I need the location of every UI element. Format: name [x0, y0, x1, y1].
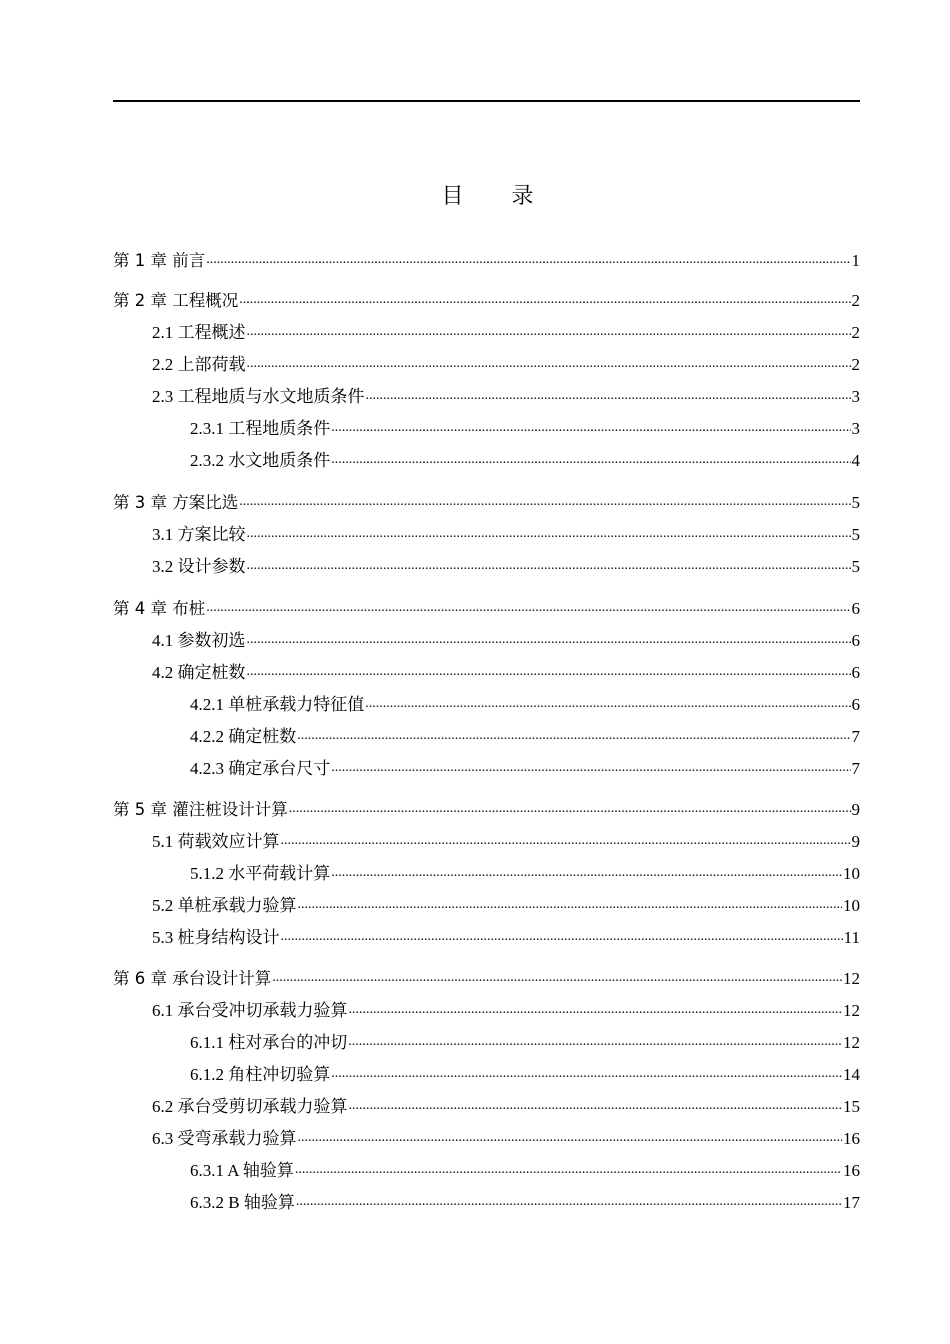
- toc-entry-page-number: 10: [843, 896, 860, 915]
- header-rule: [113, 100, 860, 102]
- toc-entry-page-number: 16: [843, 1161, 860, 1180]
- toc-entry-page-number: 12: [843, 969, 860, 988]
- toc-dot-leader: [331, 1067, 842, 1081]
- toc-entry[interactable]: [113, 320, 860, 344]
- toc-entry-label: 5.2 单桩承载力验算: [152, 896, 297, 915]
- toc-entry[interactable]: [113, 1126, 860, 1150]
- toc-dot-leader: [298, 898, 843, 912]
- toc-entry-page-number: 1: [851, 251, 860, 270]
- toc-dot-leader: [366, 389, 851, 403]
- toc-entry-label: 5.1.2 水平荷载计算: [190, 864, 331, 883]
- toc-title-char-2: 录: [511, 184, 534, 209]
- toc-dot-leader: [349, 1099, 843, 1113]
- toc-entry[interactable]: [113, 756, 860, 780]
- toc-dot-leader: [296, 1195, 842, 1209]
- toc-dot-leader: [331, 866, 842, 880]
- toc-entry-label: 6.3 受弯承载力验算: [152, 1129, 297, 1148]
- toc-entry[interactable]: [113, 660, 860, 684]
- toc-entry-page-number: 6: [851, 599, 860, 618]
- toc-dot-leader: [281, 930, 843, 944]
- toc-dot-leader: [298, 1131, 843, 1145]
- toc-entry-page-number: 12: [843, 1033, 860, 1052]
- toc-entry[interactable]: [113, 448, 860, 472]
- toc-entry[interactable]: [113, 692, 860, 716]
- toc-dot-leader: [331, 761, 850, 775]
- toc-dot-leader: [331, 421, 850, 435]
- toc-entry-label: 第 6 章 承台设计计算: [113, 969, 272, 988]
- toc-entry[interactable]: [113, 797, 860, 821]
- toc-entry[interactable]: [113, 925, 860, 949]
- toc-entry-page-number: 15: [843, 1097, 860, 1116]
- toc-entry-page-number: 12: [843, 1001, 860, 1020]
- toc-entry-page-number: 7: [851, 759, 860, 778]
- toc-entry-label: 3.1 方案比较: [152, 525, 246, 544]
- toc-dot-leader: [247, 665, 851, 679]
- toc-dot-leader: [281, 834, 851, 848]
- toc-dot-leader: [331, 453, 850, 467]
- toc-entry-label: 4.2.3 确定承台尺寸: [190, 759, 331, 778]
- toc-entry-label: 5.1 荷载效应计算: [152, 832, 280, 851]
- toc-entry-label: 4.2.1 单桩承载力特征值: [190, 695, 365, 714]
- toc-entry[interactable]: [113, 829, 860, 853]
- toc-dot-leader: [348, 1035, 842, 1049]
- toc-entry[interactable]: [113, 998, 860, 1022]
- toc-entry[interactable]: [113, 1062, 860, 1086]
- toc-entry[interactable]: [113, 628, 860, 652]
- toc-entry-page-number: 3: [851, 419, 860, 438]
- toc-entry[interactable]: [113, 416, 860, 440]
- toc-entry-page-number: 11: [843, 928, 860, 947]
- toc-entry-page-number: 6: [851, 663, 860, 682]
- toc-dot-leader: [295, 1163, 842, 1177]
- toc-entry-page-number: 10: [843, 864, 860, 883]
- toc-title: [0, 179, 950, 210]
- toc-entry[interactable]: [113, 522, 860, 546]
- toc-entry-label: 4.1 参数初选: [152, 631, 246, 650]
- toc-entry-label: 4.2 确定桩数: [152, 663, 246, 682]
- toc-entry-page-number: 4: [851, 451, 860, 470]
- toc-entry[interactable]: [113, 1094, 860, 1118]
- toc-entry-page-number: 2: [851, 355, 860, 374]
- toc-entry-label: 2.3 工程地质与水文地质条件: [152, 387, 365, 406]
- toc-entry[interactable]: [113, 1190, 860, 1214]
- toc-entry-page-number: 6: [851, 631, 860, 650]
- toc-entry[interactable]: [113, 384, 860, 408]
- toc-entry-page-number: 9: [851, 800, 860, 819]
- toc-entry[interactable]: [113, 893, 860, 917]
- toc-entry-label: 6.1.1 柱对承台的冲切: [190, 1033, 348, 1052]
- toc-entry[interactable]: [113, 724, 860, 748]
- toc-entry-label: 6.2 承台受剪切承载力验算: [152, 1097, 348, 1116]
- toc-entry[interactable]: [113, 596, 860, 620]
- toc-entry[interactable]: [113, 490, 860, 514]
- toc-entry-page-number: 2: [851, 323, 860, 342]
- toc-entry-label: 第 2 章 工程概况: [113, 291, 239, 310]
- toc-entry-label: 第 1 章 前言: [113, 251, 206, 270]
- toc-entry-label: 4.2.2 确定桩数: [190, 727, 297, 746]
- toc-entry-page-number: 17: [843, 1193, 860, 1212]
- toc-entry[interactable]: [113, 248, 860, 272]
- toc-entry-label: 2.3.1 工程地质条件: [190, 419, 331, 438]
- toc-entry-label: 2.3.2 水文地质条件: [190, 451, 331, 470]
- toc-entry-label: 5.3 桩身结构设计: [152, 928, 280, 947]
- toc-entry[interactable]: [113, 352, 860, 376]
- toc-entry-page-number: 7: [851, 727, 860, 746]
- toc-entry[interactable]: [113, 1158, 860, 1182]
- toc-dot-leader: [247, 633, 851, 647]
- toc-dot-leader: [289, 802, 851, 816]
- toc-entry-page-number: 16: [843, 1129, 860, 1148]
- toc-dot-leader: [365, 697, 850, 711]
- toc-dot-leader: [247, 325, 851, 339]
- toc-entry-page-number: 9: [851, 832, 860, 851]
- toc-dot-leader: [247, 559, 851, 573]
- toc-entry-page-number: 5: [851, 557, 860, 576]
- toc-entry-label: 3.2 设计参数: [152, 557, 246, 576]
- toc-entry-label: 第 4 章 布桩: [113, 599, 206, 618]
- toc-dot-leader: [247, 527, 851, 541]
- toc-entry-page-number: 3: [851, 387, 860, 406]
- toc-dot-leader: [239, 293, 850, 307]
- toc-entry-page-number: 5: [851, 525, 860, 544]
- toc-entry[interactable]: [113, 288, 860, 312]
- toc-entry-label: 第 3 章 方案比选: [113, 493, 239, 512]
- toc-dot-leader: [272, 971, 842, 985]
- toc-dot-leader: [349, 1003, 843, 1017]
- toc-dot-leader: [297, 729, 850, 743]
- toc-dot-leader: [206, 253, 850, 267]
- toc-entry[interactable]: [113, 554, 860, 578]
- toc-entry-label: 2.1 工程概述: [152, 323, 246, 342]
- toc-dot-leader: [247, 357, 851, 371]
- toc-entry-page-number: 6: [851, 695, 860, 714]
- toc-entry-page-number: 5: [851, 493, 860, 512]
- toc-entry-label: 6.1 承台受冲切承载力验算: [152, 1001, 348, 1020]
- toc-entry-page-number: 2: [851, 291, 860, 310]
- toc-entry[interactable]: [113, 861, 860, 885]
- toc-title-char-1: 目: [441, 184, 464, 209]
- toc-entry-label: 6.3.1 A 轴验算: [190, 1161, 294, 1180]
- toc-dot-leader: [206, 601, 850, 615]
- toc-entry-page-number: 14: [843, 1065, 860, 1084]
- toc-dot-leader: [239, 495, 850, 509]
- toc-entry-label: 第 5 章 灌注桩设计计算: [113, 800, 288, 819]
- toc-entry-label: 6.1.2 角柱冲切验算: [190, 1065, 331, 1084]
- toc-entry-label: 6.3.2 B 轴验算: [190, 1193, 295, 1212]
- toc-entry-label: 2.2 上部荷载: [152, 355, 246, 374]
- toc-entry[interactable]: [113, 1030, 860, 1054]
- toc-entry[interactable]: [113, 966, 860, 990]
